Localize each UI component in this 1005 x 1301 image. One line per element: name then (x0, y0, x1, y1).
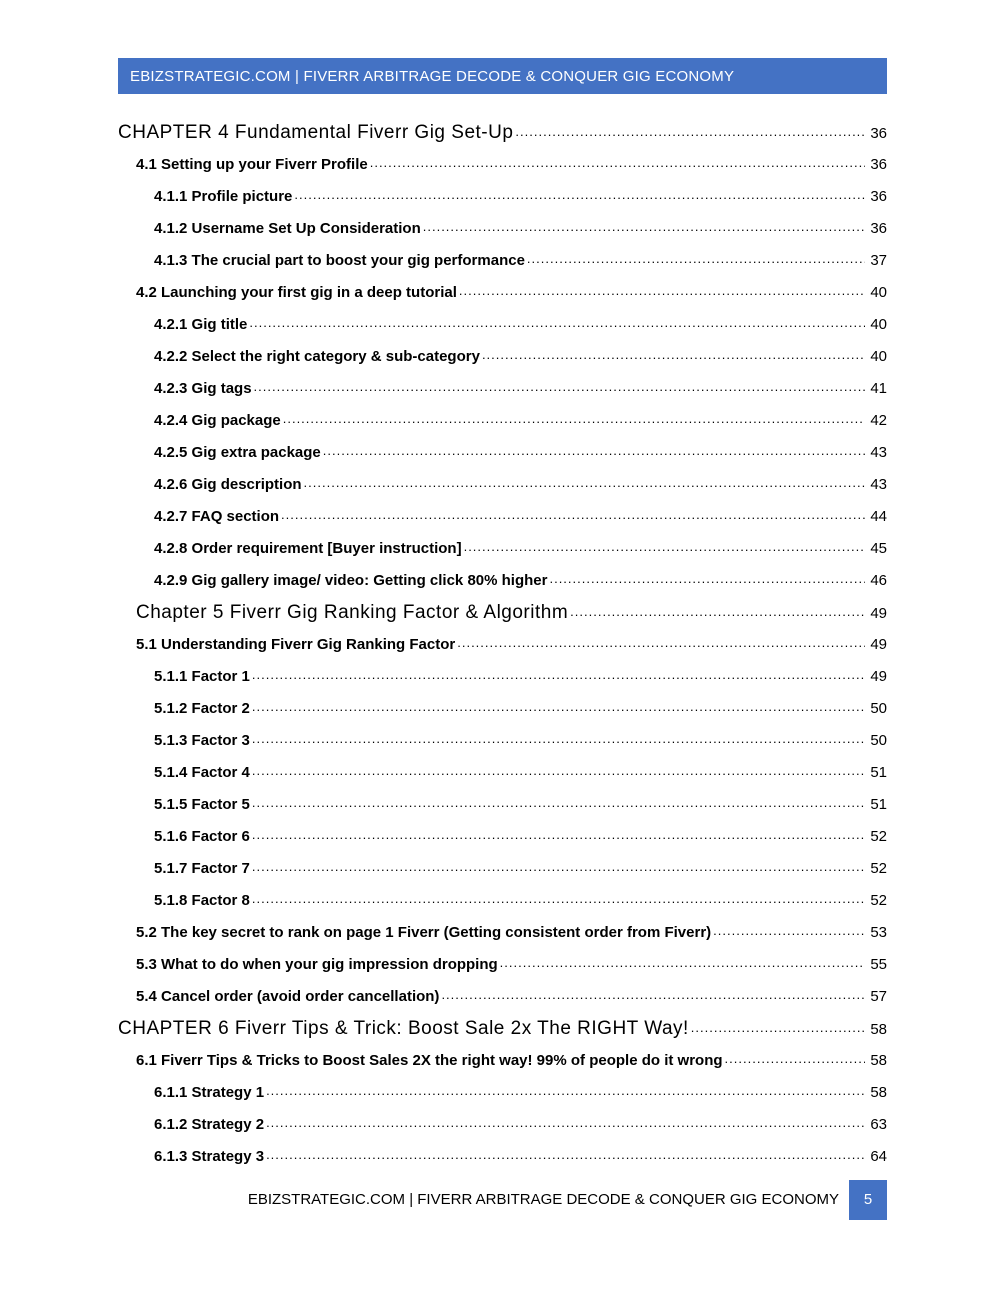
toc-dot-leader (281, 499, 865, 531)
toc-dot-leader (482, 339, 865, 371)
toc-entry-page: 49 (870, 636, 887, 653)
toc-entry-title: 6.1.2 Strategy 2 (154, 1116, 265, 1133)
toc-entry[interactable] (118, 661, 887, 693)
toc-entry-page: 36 (870, 125, 887, 142)
toc-entry-title: 4.2.5 Gig extra package (154, 444, 321, 461)
toc-entry[interactable] (118, 821, 887, 853)
toc-entry-title: 5.4 Cancel order (avoid order cancellation) (136, 988, 440, 1005)
toc-entry-page: 55 (870, 956, 887, 973)
toc-dot-leader (254, 371, 865, 403)
toc-entry-title: Chapter 5 Fiverr Gig Ranking Factor & Algorithm (136, 602, 569, 623)
toc-entry-page: 40 (870, 316, 887, 333)
toc-entry-page: 46 (870, 572, 887, 589)
toc-entry-page: 53 (870, 924, 887, 941)
toc-entry-title: CHAPTER 6 Fiverr Tips & Trick: Boost Sale 2x The RIGHT Way! (118, 1018, 689, 1039)
header-text: EBIZSTRATEGIC.COM | FIVERR ARBITRAGE DECODE & CONQUER GIG ECONOMY (130, 68, 735, 85)
toc-entry-page: 58 (870, 1021, 887, 1038)
toc-dot-leader (713, 915, 865, 947)
toc-dot-leader (252, 691, 865, 723)
toc-entry-page: 58 (870, 1084, 887, 1101)
toc-entry[interactable] (118, 117, 887, 149)
toc-dot-leader (266, 1107, 865, 1139)
toc-dot-leader (464, 531, 865, 563)
toc-entry[interactable] (118, 501, 887, 533)
toc-entry[interactable] (118, 341, 887, 373)
toc-entry-page: 50 (870, 732, 887, 749)
toc-entry-title: 4.1.2 Username Set Up Consideration (154, 220, 421, 237)
toc-entry-title: 4.2.9 Gig gallery image/ video: Getting click 80% higher (154, 572, 548, 589)
toc-entry-title: 4.2.8 Order requirement [Buyer instruction] (154, 540, 462, 557)
toc-entry-title: 4.2.2 Select the right category & sub-category (154, 348, 480, 365)
toc-entry[interactable] (118, 885, 887, 917)
toc-dot-leader (266, 1139, 865, 1171)
toc-entry-title: 5.1.5 Factor 5 (154, 796, 250, 813)
toc-entry-page: 36 (870, 220, 887, 237)
toc-entry[interactable] (118, 757, 887, 789)
toc-entry[interactable] (118, 853, 887, 885)
toc-entry[interactable] (118, 437, 887, 469)
toc-dot-leader (252, 883, 865, 915)
toc-dot-leader (323, 435, 865, 467)
toc-entry[interactable] (118, 1077, 887, 1109)
toc-entry[interactable] (118, 629, 887, 661)
toc-entry-title: 4.2.1 Gig title (154, 316, 248, 333)
page-header (118, 58, 887, 94)
toc-entry-page: 43 (870, 444, 887, 461)
toc-entry[interactable] (118, 1013, 887, 1045)
toc-entry-title: 4.2.7 FAQ section (154, 508, 280, 525)
toc-entry-page: 45 (870, 540, 887, 557)
toc-entry-title: 5.1.3 Factor 3 (154, 732, 250, 749)
toc-entry-page: 52 (870, 828, 887, 845)
toc-entry-page: 58 (870, 1052, 887, 1069)
toc-entry-page: 50 (870, 700, 887, 717)
toc-entry-page: 51 (870, 764, 887, 781)
toc-dot-leader (570, 595, 865, 628)
toc-entry[interactable] (118, 309, 887, 341)
toc-dot-leader (252, 755, 865, 787)
toc-entry-title: 5.1.6 Factor 6 (154, 828, 250, 845)
toc-entry[interactable] (118, 181, 887, 213)
toc-entry[interactable] (118, 469, 887, 501)
toc-dot-leader (441, 979, 865, 1011)
toc-dot-leader (252, 787, 865, 819)
toc-dot-leader (283, 403, 865, 435)
toc-entry-title: 5.1.8 Factor 8 (154, 892, 250, 909)
toc-dot-leader (549, 563, 865, 595)
toc-entry-page: 57 (870, 988, 887, 1005)
footer-text: EBIZSTRATEGIC.COM | FIVERR ARBITRAGE DECODE & CONQUER GIG ECONOMY (247, 1191, 839, 1208)
toc-entry-title: 4.2.6 Gig description (154, 476, 302, 493)
toc-dot-leader (252, 723, 865, 755)
toc-entry-page: 42 (870, 412, 887, 429)
toc-entry-page: 44 (870, 508, 887, 525)
toc-entry[interactable] (118, 245, 887, 277)
toc-dot-leader (294, 179, 865, 211)
toc-entry-title: 6.1.1 Strategy 1 (154, 1084, 265, 1101)
toc-entry-title: 5.1.4 Factor 4 (154, 764, 250, 781)
page-number: 5 (849, 1180, 887, 1220)
toc-entry-title: 5.1.2 Factor 2 (154, 700, 250, 717)
toc-entry-page: 51 (870, 796, 887, 813)
toc-entry-page: 64 (870, 1148, 887, 1165)
toc-dot-leader (457, 627, 865, 659)
page-footer (118, 1180, 887, 1220)
toc-dot-leader (252, 659, 865, 691)
toc-dot-leader (252, 819, 865, 851)
toc-entry-page: 49 (870, 668, 887, 685)
toc-entry-title: 4.2 Launching your first gig in a deep tutorial (136, 284, 457, 301)
toc-entry[interactable] (118, 693, 887, 725)
toc-entry-title: 4.1 Setting up your Fiverr Profile (136, 156, 368, 173)
toc-entry-title: 4.2.3 Gig tags (154, 380, 252, 397)
toc-dot-leader (249, 307, 865, 339)
toc-entry[interactable] (118, 1109, 887, 1141)
toc-entry-title: 6.1.3 Strategy 3 (154, 1148, 265, 1165)
toc-dot-leader (370, 147, 865, 179)
toc-entry[interactable] (118, 405, 887, 437)
toc-entry[interactable] (118, 949, 887, 981)
toc-entry-title: CHAPTER 4 Fundamental Fiverr Gig Set-Up (118, 122, 514, 143)
toc-entry-page: 36 (870, 188, 887, 205)
toc-entry[interactable] (118, 597, 887, 629)
toc-entry-title: 4.2.4 Gig package (154, 412, 281, 429)
toc-entry[interactable] (118, 533, 887, 565)
toc-dot-leader (423, 211, 865, 243)
toc-dot-leader (266, 1075, 865, 1107)
toc-entry-page: 37 (870, 252, 887, 269)
toc-entry-page: 52 (870, 860, 887, 877)
toc-entry[interactable] (118, 277, 887, 309)
toc-dot-leader (527, 243, 865, 275)
toc-entry-page: 36 (870, 156, 887, 173)
table-of-contents (118, 117, 887, 1173)
toc-entry[interactable] (118, 213, 887, 245)
toc-entry[interactable] (118, 1141, 887, 1173)
toc-entry[interactable] (118, 565, 887, 597)
toc-dot-leader (252, 851, 865, 883)
toc-entry-page: 49 (870, 605, 887, 622)
toc-entry-title: 4.1.1 Profile picture (154, 188, 293, 205)
toc-dot-leader (304, 467, 865, 499)
toc-entry[interactable] (118, 789, 887, 821)
toc-entry[interactable] (118, 149, 887, 181)
toc-entry[interactable] (118, 917, 887, 949)
toc-dot-leader (725, 1043, 865, 1075)
toc-entry-page: 40 (870, 284, 887, 301)
toc-entry-title: 5.1 Understanding Fiverr Gig Ranking Factor (136, 636, 456, 653)
toc-entry[interactable] (118, 981, 887, 1013)
toc-entry-page: 43 (870, 476, 887, 493)
toc-entry-page: 63 (870, 1116, 887, 1133)
toc-dot-leader (459, 275, 865, 307)
toc-entry[interactable] (118, 373, 887, 405)
toc-dot-leader (500, 947, 865, 979)
toc-dot-leader (515, 115, 865, 148)
toc-entry-title: 5.1.7 Factor 7 (154, 860, 250, 877)
toc-entry-page: 40 (870, 348, 887, 365)
toc-entry-title: 5.1.1 Factor 1 (154, 668, 250, 685)
toc-entry-page: 52 (870, 892, 887, 909)
toc-entry-title: 5.3 What to do when your gig impression dropping (136, 956, 498, 973)
toc-dot-leader (691, 1011, 865, 1044)
toc-entry-title: 5.2 The key secret to rank on page 1 Fiverr (Getting consistent order from Fiverr) (136, 924, 712, 941)
toc-entry[interactable] (118, 725, 887, 757)
toc-entry[interactable] (118, 1045, 887, 1077)
toc-entry-title: 6.1 Fiverr Tips & Tricks to Boost Sales 2X the right way! 99% of people do it wrong (136, 1052, 723, 1069)
toc-entry-page: 41 (870, 380, 887, 397)
toc-entry-title: 4.1.3 The crucial part to boost your gig performance (154, 252, 525, 269)
